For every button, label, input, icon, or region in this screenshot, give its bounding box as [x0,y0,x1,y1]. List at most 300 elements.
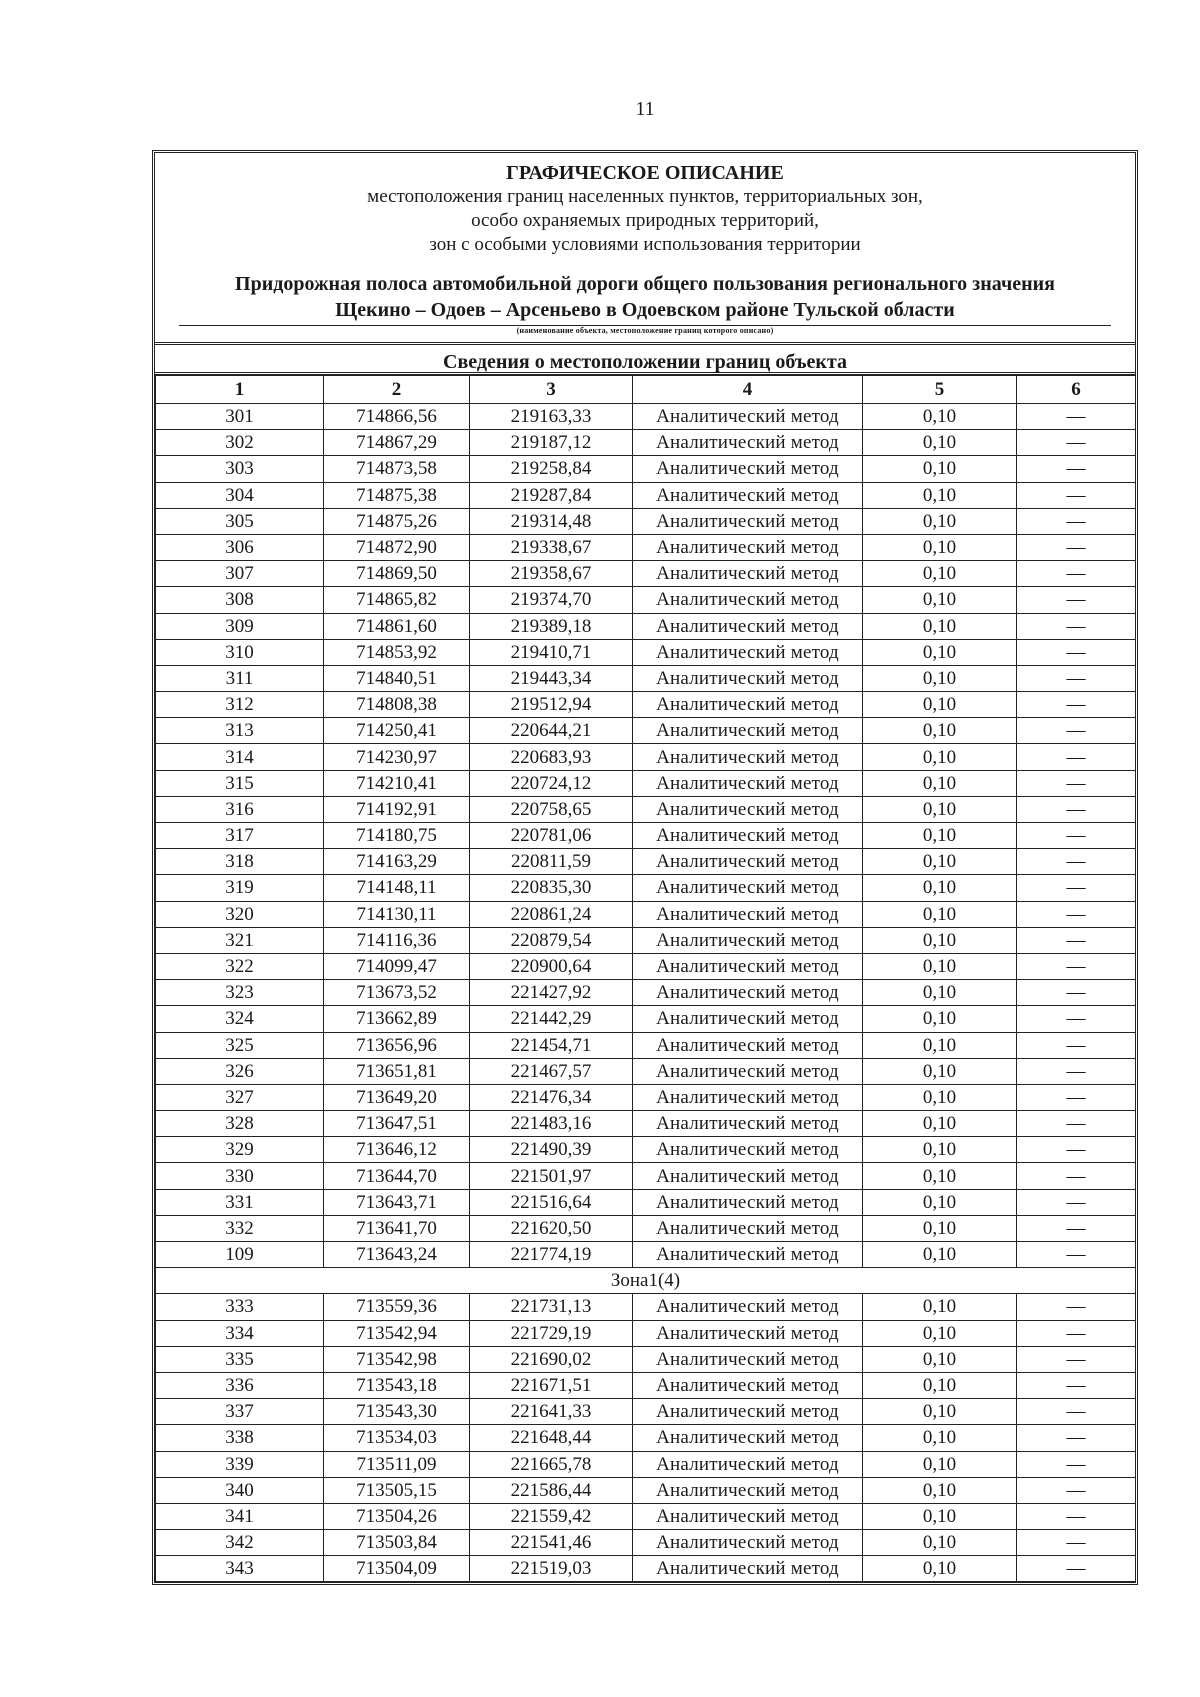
method-cell: Аналитический метод [633,1215,863,1241]
method-cell: Аналитический метод [633,770,863,796]
accuracy-cell: 0,10 [863,1294,1017,1320]
method-cell: Аналитический метод [633,1189,863,1215]
accuracy-cell: 0,10 [863,561,1017,587]
table-row [156,718,1136,744]
description-cell: — [1017,1477,1136,1503]
x-coordinate-cell: 713542,94 [324,1320,470,1346]
x-coordinate-cell: 714250,41 [324,718,470,744]
method-cell: Аналитический метод [633,613,863,639]
y-coordinate-cell: 221690,02 [470,1346,633,1372]
table-row [156,404,1136,430]
point-number-cell: 332 [156,1215,324,1241]
accuracy-cell: 0,10 [863,1058,1017,1084]
table-row [156,1556,1136,1582]
point-number-cell: 318 [156,849,324,875]
x-coordinate-cell: 713534,03 [324,1425,470,1451]
x-coordinate-cell: 713505,15 [324,1477,470,1503]
table-row [156,1058,1136,1084]
accuracy-cell: 0,10 [863,482,1017,508]
table-row [156,430,1136,456]
description-cell: — [1017,1137,1136,1163]
x-coordinate-cell: 713656,96 [324,1032,470,1058]
point-number-cell: 313 [156,718,324,744]
document-frame [152,150,1138,1585]
description-cell: — [1017,1399,1136,1425]
description-cell: — [1017,744,1136,770]
method-cell: Аналитический метод [633,508,863,534]
point-number-cell: 337 [156,1399,324,1425]
accuracy-cell: 0,10 [863,639,1017,665]
method-cell: Аналитический метод [633,561,863,587]
table-row [156,1032,1136,1058]
point-number-cell: 325 [156,1032,324,1058]
point-number-cell: 328 [156,1111,324,1137]
description-cell: — [1017,901,1136,927]
x-coordinate-cell: 714116,36 [324,927,470,953]
x-coordinate-cell: 714853,92 [324,639,470,665]
y-coordinate-cell: 221671,51 [470,1372,633,1398]
y-coordinate-cell: 220758,65 [470,796,633,822]
y-coordinate-cell: 220811,59 [470,849,633,875]
description-cell: — [1017,953,1136,979]
x-coordinate-cell: 714872,90 [324,534,470,560]
y-coordinate-cell: 219287,84 [470,482,633,508]
x-coordinate-cell: 714866,56 [324,404,470,430]
object-name-line: Щекино – Одоев – Арсеньево в Одоевском районе Тульской области [335,299,955,321]
accuracy-cell: 0,10 [863,1372,1017,1398]
point-number-cell: 338 [156,1425,324,1451]
table-row [156,508,1136,534]
point-number-cell: 343 [156,1556,324,1582]
point-number-cell: 335 [156,1346,324,1372]
y-coordinate-cell: 221490,39 [470,1137,633,1163]
accuracy-cell: 0,10 [863,1111,1017,1137]
point-number-cell: 340 [156,1477,324,1503]
accuracy-cell: 0,10 [863,534,1017,560]
accuracy-cell: 0,10 [863,927,1017,953]
x-coordinate-cell: 713503,84 [324,1530,470,1556]
description-cell: — [1017,1215,1136,1241]
table-row [156,1242,1136,1268]
point-number-cell: 308 [156,587,324,613]
accuracy-cell: 0,10 [863,1346,1017,1372]
table-row [156,1137,1136,1163]
subtitle-line: местоположения границ населенных пунктов, территориальных зон, [367,186,923,207]
y-coordinate-cell: 220781,06 [470,823,633,849]
description-cell: — [1017,1163,1136,1189]
table-row [156,1530,1136,1556]
point-number-cell: 304 [156,482,324,508]
point-number-cell: 330 [156,1163,324,1189]
method-cell: Аналитический метод [633,1346,863,1372]
y-coordinate-cell: 221467,57 [470,1058,633,1084]
description-cell: — [1017,665,1136,691]
y-coordinate-cell: 221519,03 [470,1556,633,1582]
accuracy-cell: 0,10 [863,1215,1017,1241]
accuracy-cell: 0,10 [863,744,1017,770]
accuracy-cell: 0,10 [863,1320,1017,1346]
method-cell: Аналитический метод [633,1451,863,1477]
table-row [156,1503,1136,1529]
table-row [156,534,1136,560]
x-coordinate-cell: 713542,98 [324,1346,470,1372]
x-coordinate-cell: 714180,75 [324,823,470,849]
table-row [156,953,1136,979]
point-number-cell: 324 [156,1006,324,1032]
y-coordinate-cell: 219187,12 [470,430,633,456]
x-coordinate-cell: 714230,97 [324,744,470,770]
point-number-cell: 326 [156,1058,324,1084]
accuracy-cell: 0,10 [863,430,1017,456]
point-number-cell: 321 [156,927,324,953]
object-name-line: Придорожная полоса автомобильной дороги общего пользования регионального значения [235,273,1055,295]
y-coordinate-cell: 219258,84 [470,456,633,482]
x-coordinate-cell: 713662,89 [324,1006,470,1032]
method-cell: Аналитический метод [633,587,863,613]
coordinates-table [155,375,1136,1582]
method-cell: Аналитический метод [633,1032,863,1058]
description-cell: — [1017,796,1136,822]
point-number-cell: 316 [156,796,324,822]
table-row [156,1451,1136,1477]
method-cell: Аналитический метод [633,1242,863,1268]
description-cell: — [1017,430,1136,456]
y-coordinate-cell: 221774,19 [470,1242,633,1268]
x-coordinate-cell: 713504,09 [324,1556,470,1582]
method-cell: Аналитический метод [633,744,863,770]
point-number-cell: 311 [156,665,324,691]
y-coordinate-cell: 219374,70 [470,587,633,613]
method-cell: Аналитический метод [633,1503,863,1529]
column-header: 6 [1017,376,1136,404]
table-row [156,796,1136,822]
x-coordinate-cell: 713646,12 [324,1137,470,1163]
column-header: 3 [470,376,633,404]
method-cell: Аналитический метод [633,849,863,875]
object-caption: (наименование объекта, местоположение границ которого описано) [516,326,774,335]
table-header-row [156,376,1136,404]
description-cell: — [1017,482,1136,508]
table-row [156,1006,1136,1032]
point-number-cell: 323 [156,980,324,1006]
y-coordinate-cell: 221648,44 [470,1425,633,1451]
table-row [156,639,1136,665]
point-number-cell: 310 [156,639,324,665]
method-cell: Аналитический метод [633,1320,863,1346]
column-header: 5 [863,376,1017,404]
point-number-cell: 334 [156,1320,324,1346]
y-coordinate-cell: 220900,64 [470,953,633,979]
y-coordinate-cell: 219314,48 [470,508,633,534]
description-cell: — [1017,849,1136,875]
y-coordinate-cell: 220835,30 [470,875,633,901]
description-cell: — [1017,1503,1136,1529]
accuracy-cell: 0,10 [863,1163,1017,1189]
table-row [156,980,1136,1006]
description-cell: — [1017,1111,1136,1137]
accuracy-cell: 0,10 [863,1477,1017,1503]
y-coordinate-cell: 219443,34 [470,665,633,691]
y-coordinate-cell: 219389,18 [470,613,633,639]
description-cell: — [1017,1346,1136,1372]
point-number-cell: 307 [156,561,324,587]
x-coordinate-cell: 714163,29 [324,849,470,875]
method-cell: Аналитический метод [633,665,863,691]
x-coordinate-cell: 713543,18 [324,1372,470,1398]
method-cell: Аналитический метод [633,718,863,744]
point-number-cell: 109 [156,1242,324,1268]
point-number-cell: 329 [156,1137,324,1163]
table-row [156,587,1136,613]
table-row [156,692,1136,718]
description-cell: — [1017,1032,1136,1058]
zone-row [156,1268,1136,1294]
y-coordinate-cell: 220724,12 [470,770,633,796]
accuracy-cell: 0,10 [863,587,1017,613]
y-coordinate-cell: 221442,29 [470,1006,633,1032]
table-row [156,1425,1136,1451]
table-row [156,927,1136,953]
x-coordinate-cell: 714867,29 [324,430,470,456]
point-number-cell: 312 [156,692,324,718]
description-cell: — [1017,613,1136,639]
description-cell: — [1017,508,1136,534]
method-cell: Аналитический метод [633,430,863,456]
y-coordinate-cell: 221454,71 [470,1032,633,1058]
header-block [155,153,1135,345]
point-number-cell: 305 [156,508,324,534]
method-cell: Аналитический метод [633,1006,863,1032]
document-title: ГРАФИЧЕСКОЕ ОПИСАНИЕ [506,162,784,184]
y-coordinate-cell: 221729,19 [470,1320,633,1346]
y-coordinate-cell: 219163,33 [470,404,633,430]
method-cell: Аналитический метод [633,875,863,901]
accuracy-cell: 0,10 [863,1006,1017,1032]
table-row [156,1294,1136,1320]
point-number-cell: 315 [156,770,324,796]
method-cell: Аналитический метод [633,980,863,1006]
point-number-cell: 339 [156,1451,324,1477]
y-coordinate-cell: 221516,64 [470,1189,633,1215]
method-cell: Аналитический метод [633,404,863,430]
method-cell: Аналитический метод [633,482,863,508]
y-coordinate-cell: 221586,44 [470,1477,633,1503]
table-row [156,1346,1136,1372]
accuracy-cell: 0,10 [863,718,1017,744]
x-coordinate-cell: 713643,71 [324,1189,470,1215]
description-cell: — [1017,1006,1136,1032]
x-coordinate-cell: 714869,50 [324,561,470,587]
description-cell: — [1017,456,1136,482]
y-coordinate-cell: 221559,42 [470,1503,633,1529]
x-coordinate-cell: 714210,41 [324,770,470,796]
x-coordinate-cell: 713673,52 [324,980,470,1006]
description-cell: — [1017,718,1136,744]
description-cell: — [1017,1058,1136,1084]
method-cell: Аналитический метод [633,927,863,953]
accuracy-cell: 0,10 [863,665,1017,691]
x-coordinate-cell: 713643,24 [324,1242,470,1268]
point-number-cell: 331 [156,1189,324,1215]
accuracy-cell: 0,10 [863,980,1017,1006]
table-row [156,1163,1136,1189]
x-coordinate-cell: 713651,81 [324,1058,470,1084]
y-coordinate-cell: 221731,13 [470,1294,633,1320]
description-cell: — [1017,1242,1136,1268]
point-number-cell: 342 [156,1530,324,1556]
y-coordinate-cell: 220683,93 [470,744,633,770]
accuracy-cell: 0,10 [863,1425,1017,1451]
accuracy-cell: 0,10 [863,1189,1017,1215]
y-coordinate-cell: 221483,16 [470,1111,633,1137]
y-coordinate-cell: 221476,34 [470,1084,633,1110]
accuracy-cell: 0,10 [863,404,1017,430]
description-cell: — [1017,692,1136,718]
point-number-cell: 314 [156,744,324,770]
point-number-cell: 336 [156,1372,324,1398]
x-coordinate-cell: 714861,60 [324,613,470,639]
zone-separator [156,1268,1136,1294]
method-cell: Аналитический метод [633,953,863,979]
accuracy-cell: 0,10 [863,1556,1017,1582]
description-cell: — [1017,875,1136,901]
method-cell: Аналитический метод [633,1084,863,1110]
method-cell: Аналитический метод [633,1137,863,1163]
accuracy-cell: 0,10 [863,1530,1017,1556]
point-number-cell: 303 [156,456,324,482]
method-cell: Аналитический метод [633,1111,863,1137]
table-row [156,744,1136,770]
accuracy-cell: 0,10 [863,1084,1017,1110]
x-coordinate-cell: 713504,26 [324,1503,470,1529]
method-cell: Аналитический метод [633,1556,863,1582]
y-coordinate-cell: 220644,21 [470,718,633,744]
method-cell: Аналитический метод [633,1163,863,1189]
section-title: Сведения о местоположении границ объекта [155,345,1135,375]
x-coordinate-cell: 713559,36 [324,1294,470,1320]
point-number-cell: 322 [156,953,324,979]
table-row [156,482,1136,508]
description-cell: — [1017,980,1136,1006]
table-row [156,1477,1136,1503]
table-row [156,1215,1136,1241]
table-row [156,456,1136,482]
column-header: 4 [633,376,863,404]
method-cell: Аналитический метод [633,639,863,665]
x-coordinate-cell: 713641,70 [324,1215,470,1241]
x-coordinate-cell: 713644,70 [324,1163,470,1189]
x-coordinate-cell: 714808,38 [324,692,470,718]
x-coordinate-cell: 714865,82 [324,587,470,613]
table-body-part2 [156,1294,1136,1582]
zone-label: Зона1(4) [156,1268,1136,1294]
accuracy-cell: 0,10 [863,770,1017,796]
y-coordinate-cell: 221620,50 [470,1215,633,1241]
subtitle-line: особо охраняемых природных территорий, [471,210,819,231]
description-cell: — [1017,823,1136,849]
y-coordinate-cell: 220861,24 [470,901,633,927]
description-cell: — [1017,1425,1136,1451]
accuracy-cell: 0,10 [863,1137,1017,1163]
table-row [156,823,1136,849]
description-cell: — [1017,1084,1136,1110]
method-cell: Аналитический метод [633,692,863,718]
description-cell: — [1017,587,1136,613]
method-cell: Аналитический метод [633,456,863,482]
accuracy-cell: 0,10 [863,849,1017,875]
accuracy-cell: 0,10 [863,508,1017,534]
table-row [156,849,1136,875]
y-coordinate-cell: 219358,67 [470,561,633,587]
method-cell: Аналитический метод [633,1294,863,1320]
y-coordinate-cell: 221541,46 [470,1530,633,1556]
table-row [156,1189,1136,1215]
x-coordinate-cell: 714192,91 [324,796,470,822]
description-cell: — [1017,639,1136,665]
method-cell: Аналитический метод [633,1399,863,1425]
accuracy-cell: 0,10 [863,875,1017,901]
table-row [156,1320,1136,1346]
x-coordinate-cell: 713649,20 [324,1084,470,1110]
method-cell: Аналитический метод [633,901,863,927]
y-coordinate-cell: 221501,97 [470,1163,633,1189]
table-row [156,1372,1136,1398]
y-coordinate-cell: 219512,94 [470,692,633,718]
column-header: 1 [156,376,324,404]
x-coordinate-cell: 713647,51 [324,1111,470,1137]
method-cell: Аналитический метод [633,1477,863,1503]
method-cell: Аналитический метод [633,1058,863,1084]
description-cell: — [1017,561,1136,587]
accuracy-cell: 0,10 [863,613,1017,639]
table-row [156,561,1136,587]
y-coordinate-cell: 220879,54 [470,927,633,953]
description-cell: — [1017,1451,1136,1477]
point-number-cell: 309 [156,613,324,639]
table-row [156,1111,1136,1137]
point-number-cell: 333 [156,1294,324,1320]
description-cell: — [1017,534,1136,560]
method-cell: Аналитический метод [633,1425,863,1451]
x-coordinate-cell: 714873,58 [324,456,470,482]
method-cell: Аналитический метод [633,796,863,822]
description-cell: — [1017,770,1136,796]
description-cell: — [1017,1530,1136,1556]
accuracy-cell: 0,10 [863,1242,1017,1268]
x-coordinate-cell: 714840,51 [324,665,470,691]
description-cell: — [1017,1372,1136,1398]
description-cell: — [1017,1189,1136,1215]
x-coordinate-cell: 714148,11 [324,875,470,901]
point-number-cell: 341 [156,1503,324,1529]
table-row [156,770,1136,796]
point-number-cell: 306 [156,534,324,560]
accuracy-cell: 0,10 [863,953,1017,979]
accuracy-cell: 0,10 [863,692,1017,718]
y-coordinate-cell: 221641,33 [470,1399,633,1425]
description-cell: — [1017,1294,1136,1320]
accuracy-cell: 0,10 [863,1451,1017,1477]
accuracy-cell: 0,10 [863,1399,1017,1425]
x-coordinate-cell: 714875,26 [324,508,470,534]
description-cell: — [1017,1556,1136,1582]
method-cell: Аналитический метод [633,823,863,849]
y-coordinate-cell: 219338,67 [470,534,633,560]
accuracy-cell: 0,10 [863,901,1017,927]
point-number-cell: 301 [156,404,324,430]
accuracy-cell: 0,10 [863,796,1017,822]
point-number-cell: 319 [156,875,324,901]
